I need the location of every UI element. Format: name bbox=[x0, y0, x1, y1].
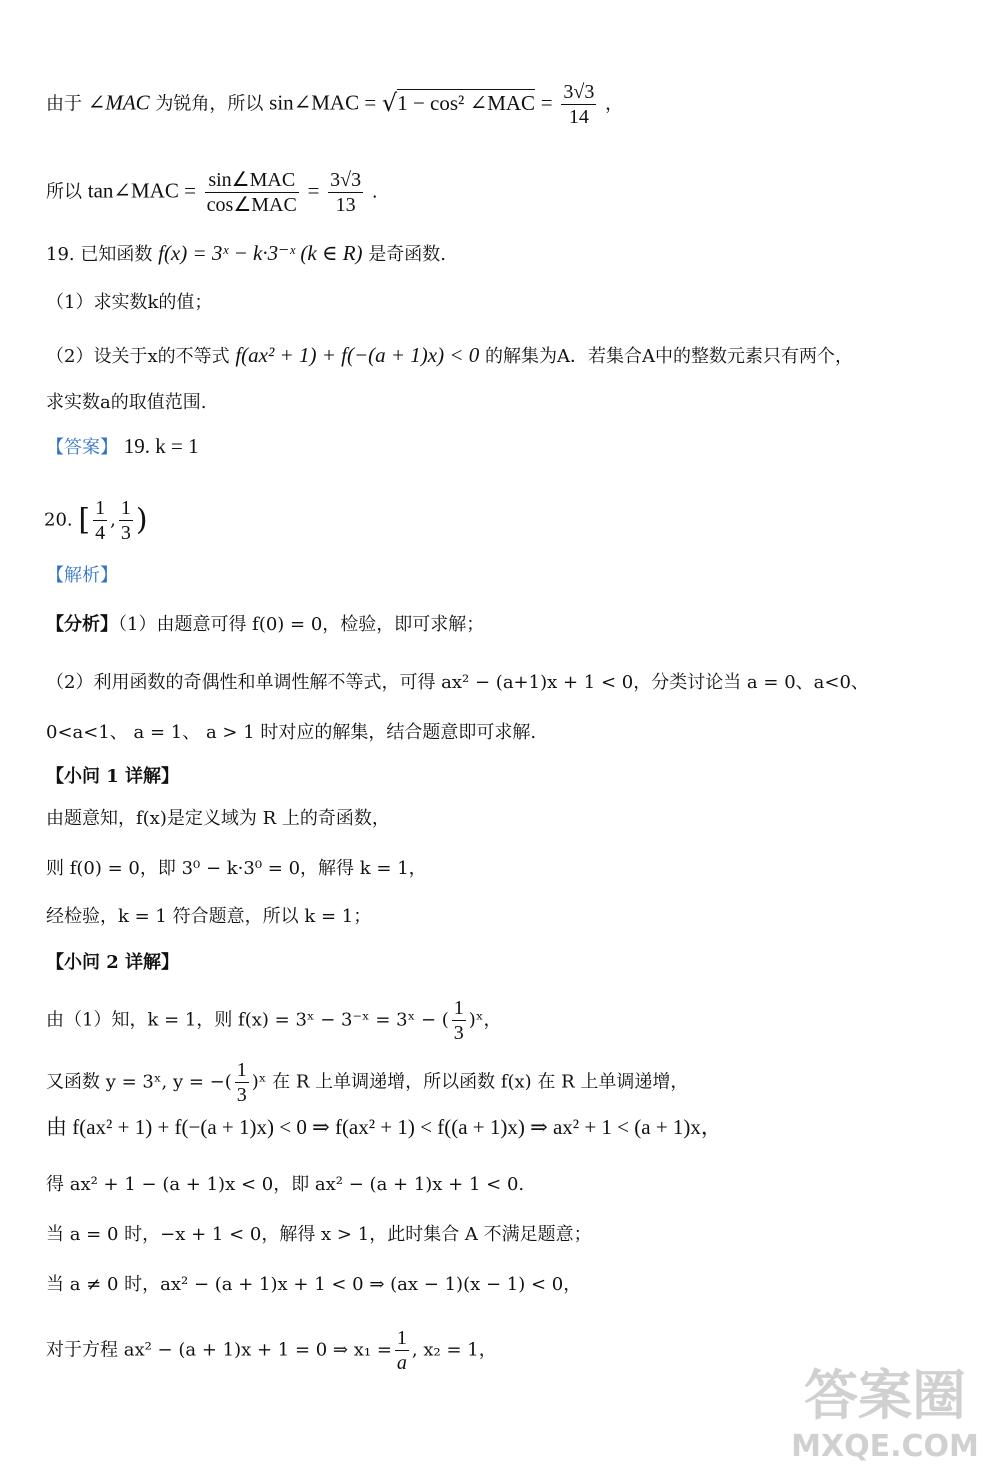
answer-20: 20. [ $\frac{1}{4}$ , $\frac{1}{3}$ ) bbox=[44, 497, 148, 544]
punct: . bbox=[371, 181, 378, 203]
text: 是奇函数. bbox=[368, 244, 446, 265]
sub-q2-line-1 bbox=[46, 996, 501, 1045]
fenxi-line-3 bbox=[46, 720, 536, 746]
text: （1）由题意可得 f(0) = 0，检验，即可求解； bbox=[118, 614, 485, 635]
math: ∠MAC bbox=[87, 90, 150, 115]
line-tan-mac bbox=[46, 168, 378, 217]
question-19-part-2-cont bbox=[46, 390, 206, 416]
fenxi-line-2 bbox=[46, 670, 869, 696]
text: 经检验，k = 1 符合题意，所以 k = 1； bbox=[46, 906, 372, 927]
fraction bbox=[328, 168, 363, 217]
numerator: 1 bbox=[95, 497, 106, 519]
svg-text:答案圈: 答案圈 bbox=[804, 1364, 966, 1427]
text: 由（1）知，k = 1，则 f(x) = 3ˣ − 3⁻ˣ = 3ˣ − ( bbox=[46, 1009, 449, 1031]
fraction bbox=[93, 496, 107, 545]
line-sin-mac bbox=[46, 80, 623, 129]
text: 所以 bbox=[46, 181, 82, 203]
numerator: sin∠MAC bbox=[205, 168, 299, 193]
answer-tag: 【答案】 bbox=[46, 437, 118, 458]
question-number: 20. bbox=[44, 509, 73, 531]
fraction bbox=[561, 80, 596, 129]
sub-q1-line-1 bbox=[46, 806, 390, 832]
text: )ˣ， bbox=[468, 1009, 502, 1031]
text: （2）设关于x的不等式 bbox=[46, 346, 230, 367]
text: 为锐角，所以 bbox=[155, 93, 264, 115]
text: （2）利用函数的奇偶性和单调性解不等式，可得 ax² − (a+1)x + 1 < 0，分类讨论当 a = 0、a<0、 bbox=[46, 672, 869, 693]
bracket: [ bbox=[78, 502, 91, 538]
fenxi-tag: 【分析】 bbox=[46, 614, 118, 635]
fraction bbox=[205, 168, 299, 217]
section-tag: 【小问 2 详解】 bbox=[46, 952, 180, 973]
sub-q1-tag bbox=[46, 764, 179, 790]
question-number: 19. bbox=[46, 244, 75, 265]
sub-q2-line-4 bbox=[46, 1172, 524, 1198]
sub-q2-line-2 bbox=[46, 1058, 688, 1107]
text: （1）求实数k的值； bbox=[46, 292, 213, 313]
equals: = bbox=[307, 178, 320, 203]
numerator: 1 bbox=[120, 497, 131, 519]
math: sin∠MAC = bbox=[269, 90, 377, 115]
denominator: 13 bbox=[335, 194, 356, 216]
answer-line bbox=[46, 433, 199, 461]
math: 由 f(ax² + 1) + f(−(a + 1)x) < 0 ⇒ f(ax² + 1) < f((a + 1)x) ⇒ ax² + 1 < (a + 1)x， bbox=[46, 1115, 722, 1139]
text: , x₂ = 1， bbox=[411, 1339, 497, 1361]
text: 又函数 y = 3ˣ, y = −( bbox=[46, 1071, 232, 1093]
watermark-logo bbox=[790, 1356, 980, 1470]
equals: = bbox=[540, 90, 553, 115]
answer-19: 19. k = 1 bbox=[123, 434, 199, 458]
sqrt: √1 − cos² ∠MAC bbox=[381, 88, 536, 117]
punct: ， bbox=[605, 93, 624, 115]
radicand: 1 − cos² ∠MAC bbox=[397, 90, 536, 115]
denominator: 14 bbox=[568, 106, 589, 128]
sub-q1-line-3 bbox=[46, 904, 371, 930]
sub-q2-tag bbox=[46, 950, 179, 976]
text: 由题意知，f(x)是定义域为 R 上的奇函数， bbox=[46, 808, 390, 829]
numerator: 3√3 bbox=[563, 81, 595, 103]
denominator: 3 bbox=[453, 1022, 464, 1044]
denominator: 3 bbox=[236, 1084, 247, 1106]
svg-text:MXQE.COM: MXQE.COM bbox=[791, 1429, 979, 1464]
text: 已知函数 bbox=[80, 244, 153, 265]
text: 得 ax² + 1 − (a + 1)x < 0，即 ax² − (a + 1)x + 1 < 0. bbox=[46, 1174, 525, 1195]
text: 0<a<1、 a = 1、 a > 1 时对应的解集，结合题意即可求解. bbox=[46, 722, 537, 743]
question-19-part-2 bbox=[46, 342, 853, 370]
text: 对于方程 ax² − (a + 1)x + 1 = 0 ⇒ x₁ = bbox=[46, 1339, 392, 1361]
question-19-part-1 bbox=[46, 290, 212, 316]
numerator: 1 bbox=[396, 1327, 407, 1349]
text: 当 a ≠ 0 时，ax² − (a + 1)x + 1 < 0 ⇒ (ax − 1)(x − 1) < 0， bbox=[46, 1274, 582, 1295]
text: )ˣ 在 R 上单调递增，所以函数 f(x) 在 R 上单调递增， bbox=[251, 1071, 689, 1093]
sub-q2-line-6 bbox=[46, 1272, 581, 1298]
text: 当 a = 0 时，−x + 1 < 0，解得 x > 1，此时集合 A 不满足题意； bbox=[46, 1224, 592, 1245]
fraction bbox=[452, 996, 466, 1045]
question-19 bbox=[46, 240, 446, 268]
denominator: a bbox=[396, 1352, 407, 1374]
math: f(x) = 3ˣ − k·3⁻ˣ (k ∈ R) bbox=[158, 241, 363, 265]
denominator: cos∠MAC bbox=[206, 194, 297, 216]
text: 则 f(0) = 0，即 3⁰ − k·3⁰ = 0，解得 k = 1， bbox=[46, 858, 427, 879]
analysis-label: 【解析】 bbox=[46, 565, 118, 586]
fraction bbox=[119, 496, 133, 545]
section-tag: 【小问 1 详解】 bbox=[46, 766, 180, 787]
text: 的解集为A．若集合A中的整数元素只有两个， bbox=[485, 346, 853, 367]
bracket: ) bbox=[135, 502, 148, 538]
analysis-tag bbox=[46, 563, 118, 589]
math: tan∠MAC = bbox=[87, 178, 196, 203]
numerator: 1 bbox=[236, 1059, 247, 1081]
text: 求实数a的取值范围. bbox=[46, 392, 207, 413]
watermark-logo-icon bbox=[790, 1356, 980, 1466]
math: f(ax² + 1) + f(−(a + 1)x) < 0 bbox=[235, 343, 480, 367]
sub-q1-line-2 bbox=[46, 856, 427, 882]
sub-q2-line-7 bbox=[46, 1326, 497, 1375]
fraction bbox=[395, 1326, 409, 1375]
denominator: 4 bbox=[95, 522, 106, 544]
fraction bbox=[235, 1058, 249, 1107]
numerator: 1 bbox=[453, 997, 464, 1019]
fenxi-line-1 bbox=[46, 612, 484, 638]
numerator: 3√3 bbox=[330, 169, 362, 191]
sub-q2-line-5 bbox=[46, 1222, 592, 1248]
text: 由于 bbox=[46, 93, 82, 115]
sub-q2-line-3 bbox=[46, 1114, 722, 1142]
denominator: 3 bbox=[120, 522, 131, 544]
